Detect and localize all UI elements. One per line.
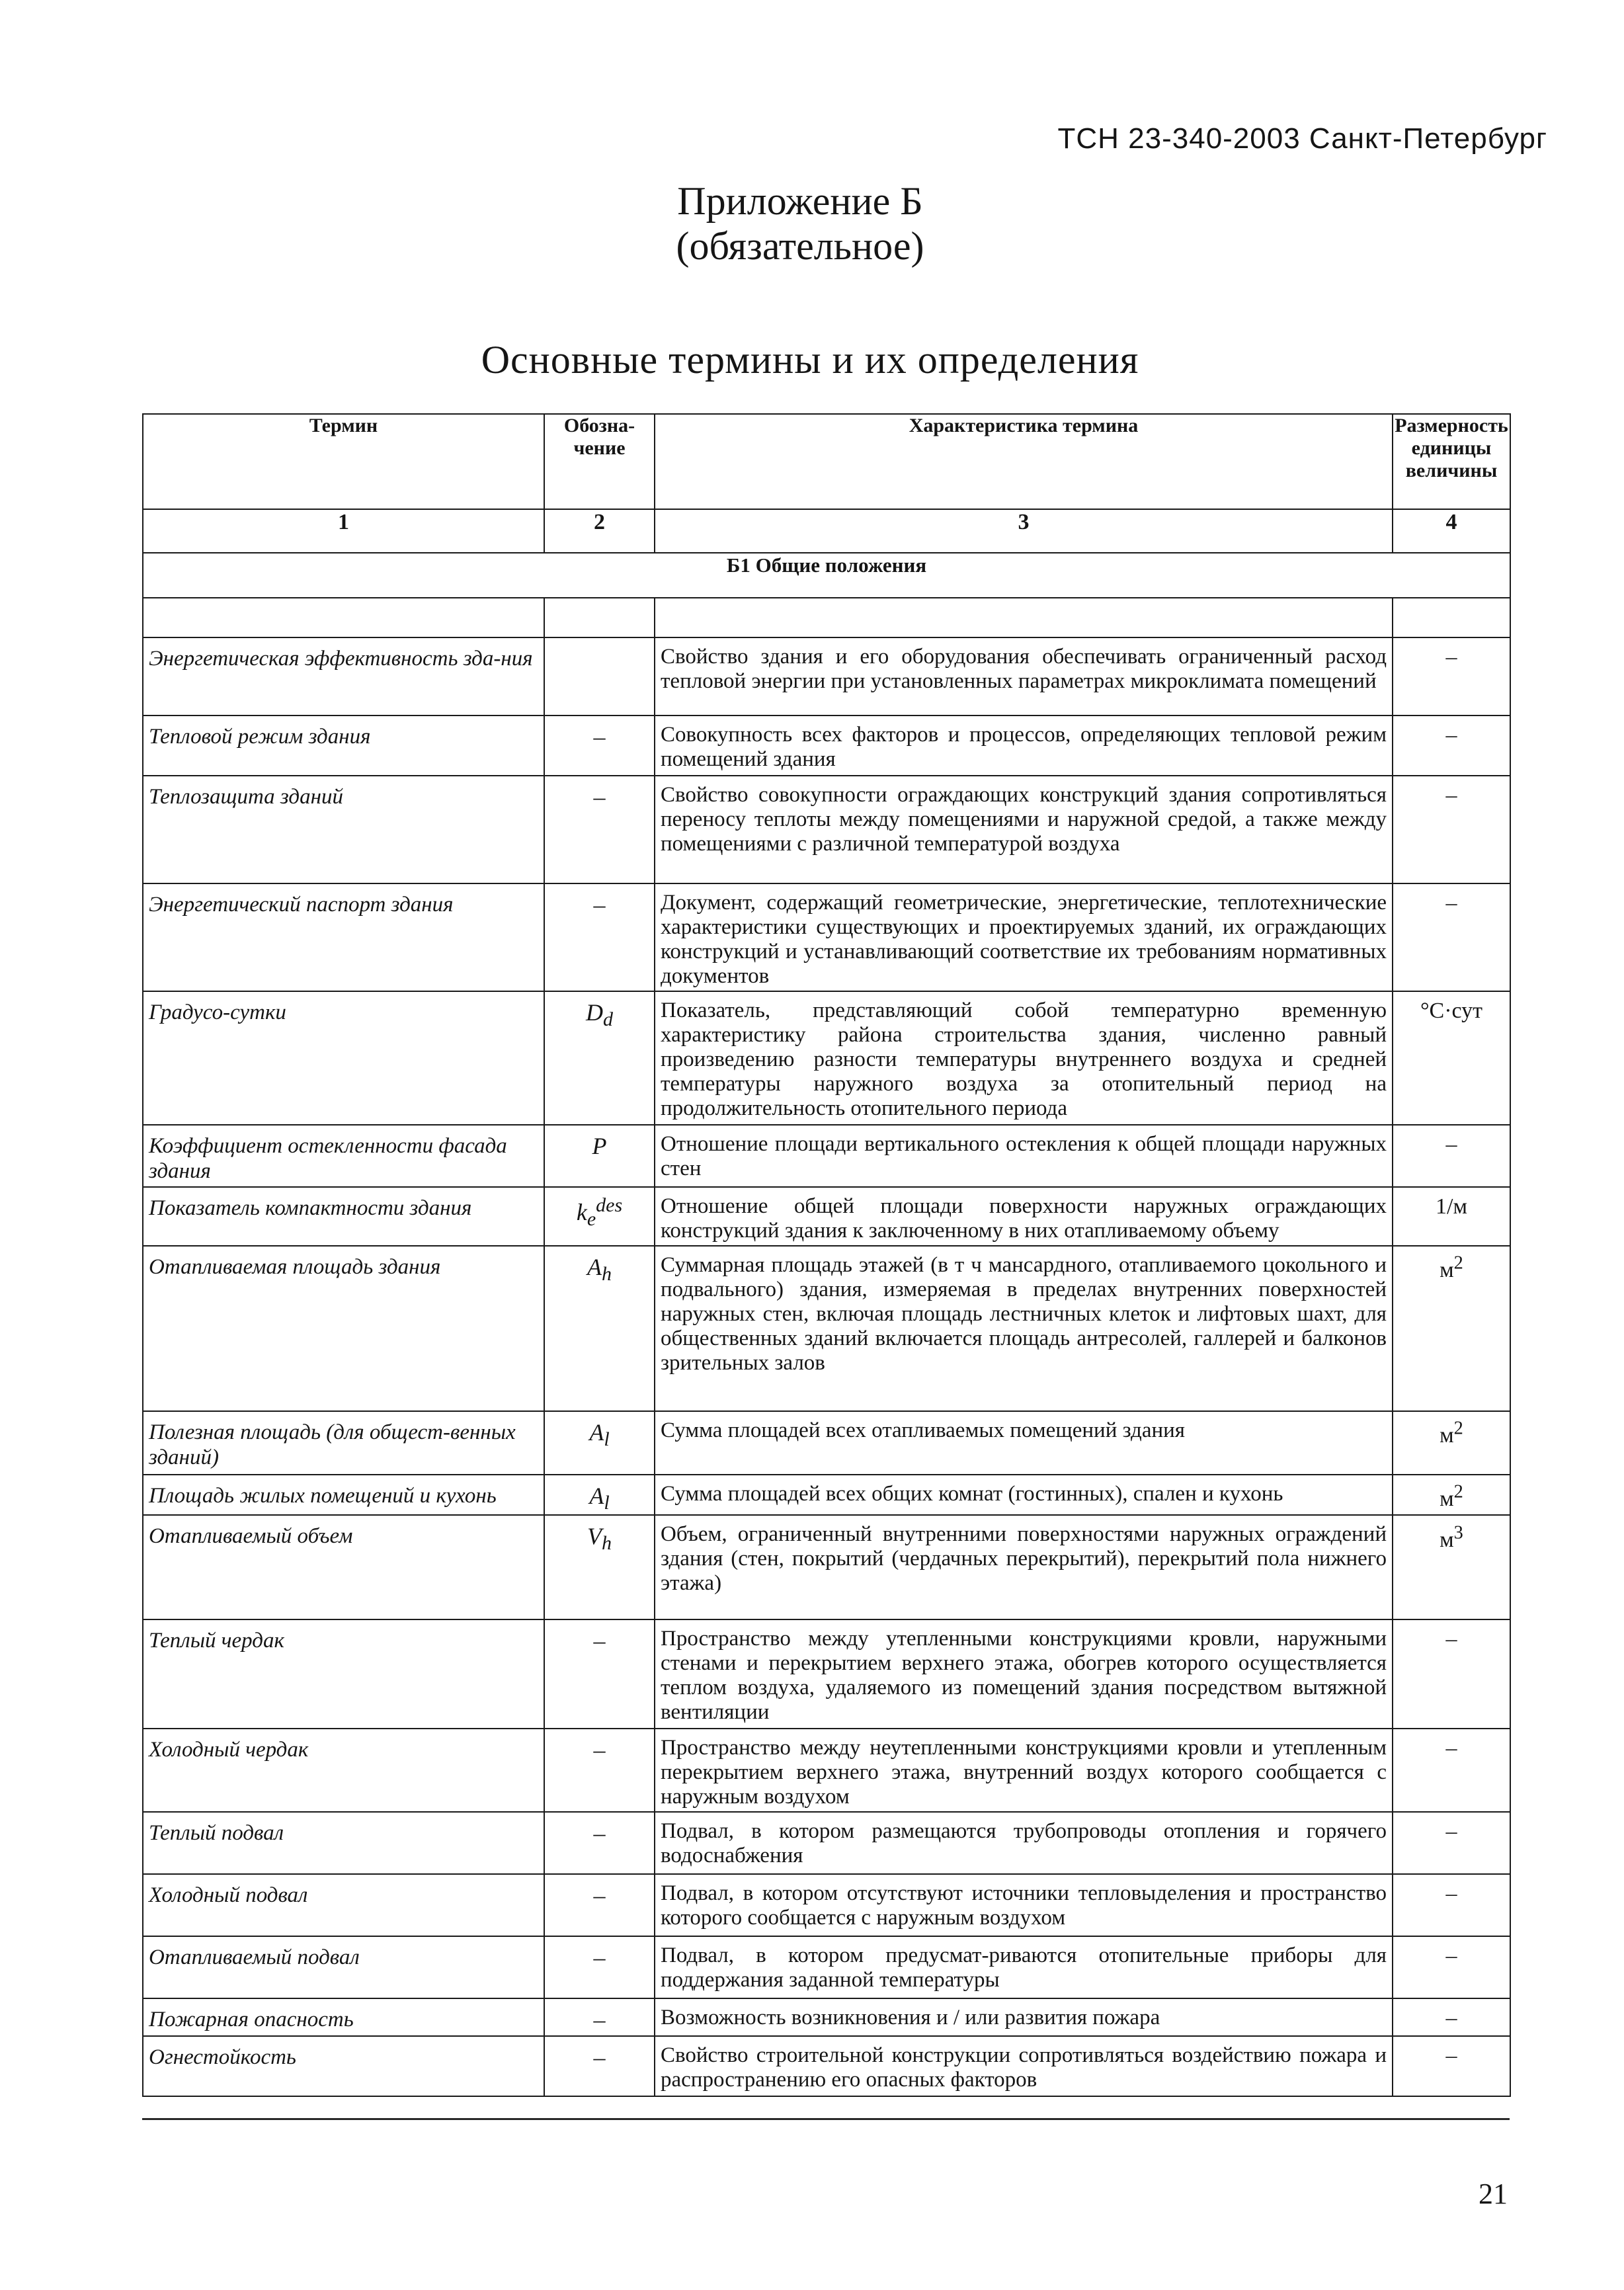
unit-cell: – — [1393, 1874, 1510, 1936]
table-row — [143, 716, 1510, 776]
table-row — [143, 883, 1510, 991]
spacer-cell — [544, 598, 655, 637]
symbol-heated-volume: $V_h$ — [587, 1523, 612, 1555]
term-cell: Теплозащита зданий — [143, 776, 544, 883]
unit-square-meters: $м^2$ — [1440, 1482, 1463, 1512]
symbol-living-area: $A_l$ — [589, 1483, 610, 1514]
symbol-cell: – — [544, 1936, 655, 1998]
term-cell: Отапливаемая площадь здания — [143, 1246, 544, 1411]
symbol-cell: – — [544, 776, 655, 883]
spacer-cell — [655, 598, 1393, 637]
term-cell: Огнестойкость — [143, 2036, 544, 2096]
description-cell: Свойство здания и его оборудования обеспечивать ограниченный расход тепловой энергии при установленных параметрах микроклимата помещений — [655, 637, 1393, 716]
term-cell: Холодный подвал — [143, 1874, 544, 1936]
unit-cubic-meters: $м^3$ — [1440, 1522, 1463, 1552]
spacer-cell — [143, 598, 544, 637]
table-row — [143, 1125, 1510, 1187]
table-row — [143, 991, 1510, 1125]
table-row — [143, 2036, 1510, 2096]
symbol-cell: – — [544, 2036, 655, 2096]
symbol-cell: – — [544, 1812, 655, 1874]
appendix-title — [595, 179, 1005, 268]
column-header-description: Характеристика термина — [655, 414, 1393, 509]
symbol-cell: – — [544, 1619, 655, 1729]
description-cell: Объем, ограниченный внутренними поверхностями наружных ограждений здания (стен, покрытий (чердачных перекрытий), перекрытий пола нижнего этажа) — [655, 1515, 1393, 1619]
symbol-cell: P — [544, 1125, 655, 1187]
unit-cell: – — [1393, 2036, 1510, 2096]
table-header-row — [143, 414, 1510, 509]
term-cell: Теплый чердак — [143, 1619, 544, 1729]
symbol-cell: – — [544, 1874, 655, 1936]
description-cell: Показатель, представляющий собой температурно временную характеристику района строительства здания, численно равный произведению разности температуры внутреннего воздуха и средней температуры наружного воздуха за отопительный период на продолжительность отопительного периода — [655, 991, 1393, 1125]
table-row — [143, 776, 1510, 883]
term-cell: Площадь жилых помещений и кухонь — [143, 1475, 544, 1515]
unit-cell: – — [1393, 637, 1510, 716]
spacer-row — [143, 598, 1510, 637]
appendix-label: Приложение Б — [677, 179, 923, 223]
symbol-useful-area: $A_l$ — [589, 1419, 610, 1451]
table-row — [143, 1515, 1510, 1619]
term-cell: Энергетический паспорт здания — [143, 883, 544, 991]
column-header-symbol: Обозна-чение — [544, 414, 655, 509]
description-cell: Возможность возникновения и / или развития пожара — [655, 1998, 1393, 2036]
table-row — [143, 1411, 1510, 1475]
description-cell: Отношение площади вертикального остекления к общей площади наружных стен — [655, 1125, 1393, 1187]
section-title: Основные термины и их определения — [481, 338, 1139, 382]
symbol-cell — [544, 991, 655, 1125]
unit-cell: – — [1393, 1998, 1510, 2036]
table-row — [143, 1246, 1510, 1411]
description-cell: Суммарная площадь этажей (в т ч мансардного, отапливаемого цокольного и подвального) здания, измеряемая в пределах внутренних поверхностей наружных стен, включая площадь лестничных клеток и лифтовых шахт, для общественных зданий включается площадь антресолей, галлерей и балконов зрительных залов — [655, 1246, 1393, 1411]
unit-cell: – — [1393, 1729, 1510, 1812]
table-row — [143, 1475, 1510, 1515]
column-number: 1 — [143, 509, 544, 553]
description-cell: Свойство строительной конструкции сопротивляться воздействию пожара и распространению его опасных факторов — [655, 2036, 1393, 2096]
term-cell: Показатель компактности здания — [143, 1187, 544, 1246]
description-cell: Пространство между утепленными конструкциями кровли, наружными стенами и перекрытием верхнего этажа, обогрев которого осуществляется теплом воздуха, удаляемого из помещений здания посредством вытяжной вентиляции — [655, 1619, 1393, 1729]
symbol-compactness: $k_e^{des}$ — [576, 1194, 623, 1231]
symbol-cell: – — [544, 1998, 655, 2036]
table-row — [143, 1619, 1510, 1729]
footer-divider — [142, 2118, 1510, 2120]
description-cell: Подвал, в котором размещаются трубопроводы отопления и горячего водоснабжения — [655, 1812, 1393, 1874]
terms-table — [142, 413, 1511, 2097]
description-cell: Совокупность всех факторов и процессов, определяющих тепловой режим помещений здания — [655, 716, 1393, 776]
unit-square-meters: $м^2$ — [1440, 1253, 1463, 1283]
description-cell: Пространство между неутепленными конструкциями кровли и утепленным перекрытием верхнего этажа, внутренний воздух которого сообщается с наружным воздухом — [655, 1729, 1393, 1812]
table-row — [143, 1812, 1510, 1874]
description-cell: Сумма площадей всех общих комнат (гостинных), спален и кухонь — [655, 1475, 1393, 1515]
symbol-cell — [544, 1411, 655, 1475]
term-cell: Коэффициент остекленности фасада здания — [143, 1125, 544, 1187]
unit-cell: – — [1393, 1619, 1510, 1729]
table-row — [143, 1729, 1510, 1812]
table-row — [143, 1874, 1510, 1936]
symbol-cell: – — [544, 883, 655, 991]
document-code-header: ТСН 23-340-2003 Санкт-Петербург — [1057, 122, 1547, 155]
table-row — [143, 637, 1510, 716]
group-header-row — [143, 553, 1510, 598]
symbol-cell — [544, 1246, 655, 1411]
page-number: 21 — [1479, 2178, 1508, 2210]
description-cell: Свойство совокупности ограждающих конструкций здания сопротивляться переносу теплоты между помещениями и наружной средой, а также между помещениями с различной температурой воздуха — [655, 776, 1393, 883]
column-header-term: Термин — [143, 414, 544, 509]
symbol-cell — [544, 1187, 655, 1246]
term-cell: Холодный чердак — [143, 1729, 544, 1812]
column-number: 2 — [544, 509, 655, 553]
column-number-row — [143, 509, 1510, 553]
unit-cell: 1/м — [1393, 1187, 1510, 1246]
unit-cell — [1393, 1246, 1510, 1411]
symbol-heated-area: $A_h$ — [587, 1254, 612, 1286]
term-cell: Полезная площадь (для общест-венных зданий) — [143, 1411, 544, 1475]
description-cell: Документ, содержащий геометрические, энергетические, теплотехнические характеристики существующих и проектируемых зданий, их ограждающих конструкций и устанавливающий соответствие их требованиям нормативных документов — [655, 883, 1393, 991]
unit-cell — [1393, 1411, 1510, 1475]
term-cell: Отапливаемый подвал — [143, 1936, 544, 1998]
description-cell: Отношение общей площади поверхности наружных ограждающих конструкций здания к заключенному в них отапливаемому объему — [655, 1187, 1393, 1246]
symbol-cell: – — [544, 1729, 655, 1812]
table-row — [143, 1936, 1510, 1998]
unit-cell — [1393, 1475, 1510, 1515]
appendix-status: (обязательное) — [676, 224, 924, 268]
unit-square-meters: $м^2$ — [1440, 1418, 1463, 1448]
table-row — [143, 1998, 1510, 2036]
unit-cell: – — [1393, 1125, 1510, 1187]
unit-cell: – — [1393, 1936, 1510, 1998]
symbol-cell — [544, 637, 655, 716]
term-cell: Тепловой режим здания — [143, 716, 544, 776]
unit-cell: – — [1393, 716, 1510, 776]
description-cell: Сумма площадей всех отапливаемых помещений здания — [655, 1411, 1393, 1475]
column-number: 4 — [1393, 509, 1510, 553]
group-title: Б1 Общие положения — [143, 553, 1510, 598]
column-number: 3 — [655, 509, 1393, 553]
table-row — [143, 1187, 1510, 1246]
symbol-degree-days: $D_d$ — [586, 999, 613, 1031]
term-cell: Энергетическая эффективность зда-ния — [143, 637, 544, 716]
term-cell: Градусо-сутки — [143, 991, 544, 1125]
symbol-cell — [544, 1515, 655, 1619]
symbol-cell — [544, 1475, 655, 1515]
description-cell: Подвал, в котором отсутствуют источники тепловыделения и пространство которого сообщается с наружным воздухом — [655, 1874, 1393, 1936]
unit-cell: – — [1393, 776, 1510, 883]
symbol-cell: – — [544, 716, 655, 776]
unit-cell: – — [1393, 1812, 1510, 1874]
unit-cell — [1393, 1515, 1510, 1619]
term-cell: Теплый подвал — [143, 1812, 544, 1874]
unit-cell: – — [1393, 883, 1510, 991]
unit-cell: °С·сут — [1393, 991, 1510, 1125]
column-header-unit: Размерность единицы величины — [1393, 414, 1510, 509]
description-cell: Подвал, в котором предусмат-риваются отопительные приборы для поддержания заданной температуры — [655, 1936, 1393, 1998]
term-cell: Пожарная опасность — [143, 1998, 544, 2036]
term-cell: Отапливаемый объем — [143, 1515, 544, 1619]
spacer-cell — [1393, 598, 1510, 637]
